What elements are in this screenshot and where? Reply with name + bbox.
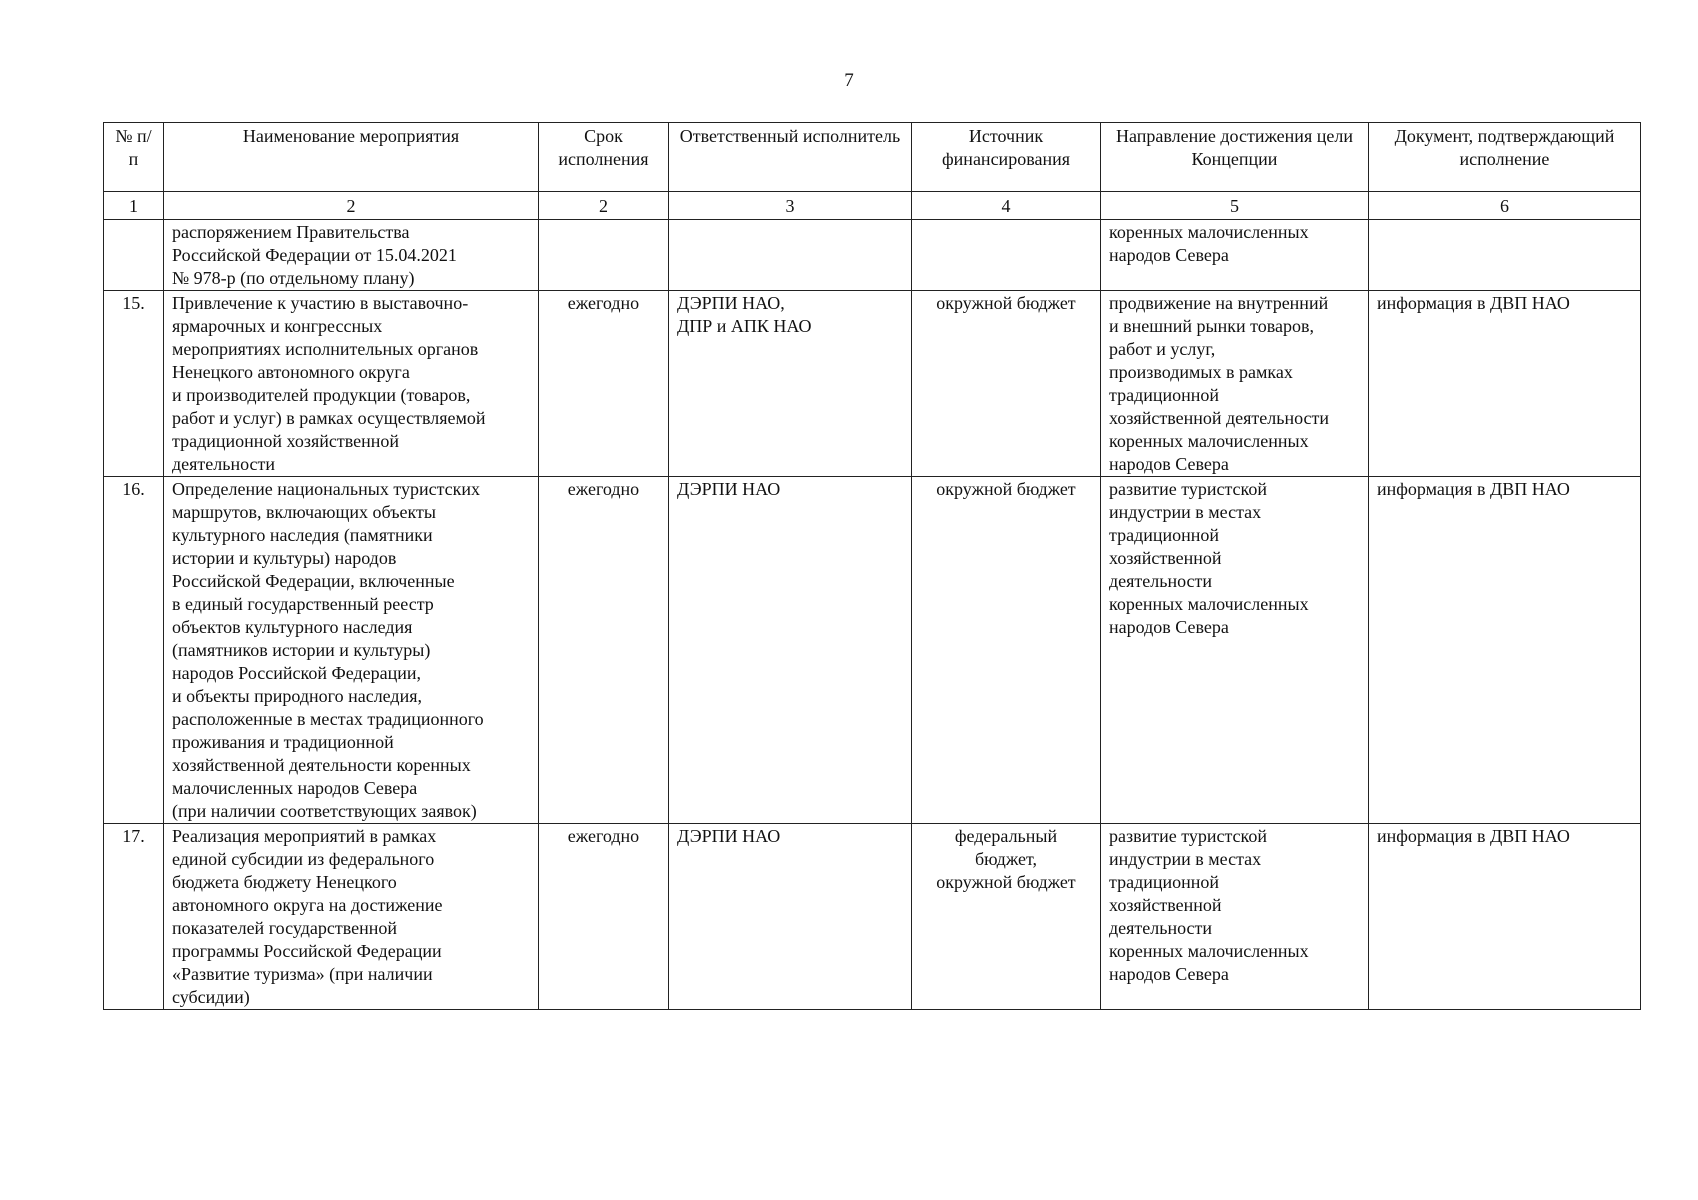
- funding-source-cell-line: федеральный: [954, 826, 1058, 846]
- header-cell-number: № п/п: [104, 123, 164, 192]
- goal-direction-cell-line: хозяйственной: [1109, 548, 1222, 568]
- funding-source-cell: [912, 291, 1101, 477]
- goal-direction-cell-line: хозяйственной: [1109, 895, 1222, 915]
- goal-direction-cell-line: деятельности: [1109, 918, 1213, 938]
- goal-direction-cell-line: традиционной: [1109, 525, 1220, 545]
- column-number-row: [104, 192, 1641, 220]
- funding-source-cell-line: бюджет,: [974, 849, 1038, 869]
- goal-direction-cell: [1101, 291, 1369, 477]
- funding-source-cell: [912, 477, 1101, 824]
- measure-name-cell-line: распоряжением Правительства: [172, 222, 410, 242]
- measure-name-cell-line: ярмарочных и конгрессных: [172, 316, 383, 336]
- funding-source-cell: [912, 824, 1101, 1010]
- measure-name-cell-line: малочисленных народов Севера: [172, 778, 418, 798]
- measure-name-cell-line: бюджета бюджету Ненецкого: [172, 872, 397, 892]
- measure-name-cell-line: маршрутов, включающих объекты: [172, 502, 436, 522]
- confirming-document-cell: информация в ДВП НАО: [1369, 291, 1641, 477]
- term-cell: ежегодно: [539, 824, 669, 1010]
- column-number-cell: 3: [669, 192, 912, 220]
- goal-direction-cell-line: коренных малочисленных: [1109, 222, 1309, 242]
- funding-source-cell-line: окружной бюджет: [936, 872, 1076, 892]
- funding-source-cell-line: окружной бюджет: [936, 293, 1076, 313]
- goal-direction-cell-line: продвижение на внутренний: [1109, 293, 1329, 313]
- goal-direction-cell-line: развитие туристской: [1109, 479, 1268, 499]
- header-cell-direction: Направление достижения цели Концепции: [1101, 123, 1369, 192]
- goal-direction-cell-line: народов Севера: [1109, 245, 1229, 265]
- measure-name-cell: [164, 824, 539, 1010]
- measure-name-cell: [164, 220, 539, 291]
- measure-name-cell-line: деятельности: [172, 454, 276, 474]
- responsible-cell: [669, 291, 912, 477]
- table-row: [104, 291, 1641, 477]
- measure-name-cell-line: показателей государственной: [172, 918, 397, 938]
- column-number-cell: 4: [912, 192, 1101, 220]
- row-number-cell: [104, 220, 164, 291]
- measure-name-cell-line: Привлечение к участию в выставочно-: [172, 293, 469, 313]
- measure-name-cell-line: Российской Федерации, включенные: [172, 571, 455, 591]
- header-cell-term: Срок исполнения: [539, 123, 669, 192]
- responsible-cell-line: ДЭРПИ НАО,: [677, 293, 785, 313]
- goal-direction-cell-line: деятельности: [1109, 571, 1213, 591]
- measure-name-cell: [164, 291, 539, 477]
- row-number-cell: 15.: [104, 291, 164, 477]
- measure-name-cell-line: мероприятиях исполнительных органов: [172, 339, 479, 359]
- term-cell: ежегодно: [539, 477, 669, 824]
- measure-name-cell-line: (памятников истории и культуры): [172, 640, 431, 660]
- goal-direction-cell-line: традиционной: [1109, 385, 1220, 405]
- measure-name-cell-line: традиционной хозяйственной: [172, 431, 400, 451]
- measure-name-cell-line: Ненецкого автономного округа: [172, 362, 410, 382]
- responsible-cell-line: ДПР и АПК НАО: [677, 316, 812, 336]
- responsible-cell-line: ДЭРПИ НАО: [677, 479, 781, 499]
- responsible-cell: [669, 824, 912, 1010]
- column-number-cell: 2: [164, 192, 539, 220]
- measure-name-cell-line: автономного округа на достижение: [172, 895, 443, 915]
- measure-name-cell-line: народов Российской Федерации,: [172, 663, 421, 683]
- measure-name-cell-line: культурного наследия (памятники: [172, 525, 433, 545]
- header-cell-name: Наименование мероприятия: [164, 123, 539, 192]
- goal-direction-cell-line: народов Севера: [1109, 964, 1229, 984]
- measure-name-cell-line: работ и услуг) в рамках осуществляемой: [172, 408, 486, 428]
- measure-name-cell-line: объектов культурного наследия: [172, 617, 413, 637]
- measure-name-cell-line: расположенные в местах традиционного: [172, 709, 484, 729]
- responsible-cell-line: ДЭРПИ НАО: [677, 826, 781, 846]
- confirming-document-cell: информация в ДВП НАО: [1369, 824, 1641, 1010]
- row-number-cell: 17.: [104, 824, 164, 1010]
- goal-direction-cell-line: работ и услуг,: [1109, 339, 1216, 359]
- header-cell-source: Источник финансирования: [912, 123, 1101, 192]
- measure-name-cell-line: № 978-р (по отдельному плану): [172, 268, 415, 288]
- funding-source-cell-line: окружной бюджет: [936, 479, 1076, 499]
- measure-name-cell-line: и производителей продукции (товаров,: [172, 385, 471, 405]
- term-cell: [539, 220, 669, 291]
- measure-name-cell-line: истории и культуры) народов: [172, 548, 397, 568]
- goal-direction-cell: [1101, 220, 1369, 291]
- header-cell-responsible: Ответственный исполнитель: [669, 123, 912, 192]
- table-row: [104, 220, 1641, 291]
- measure-name-cell-line: Российской Федерации от 15.04.2021: [172, 245, 457, 265]
- goal-direction-cell-line: индустрии в местах: [1109, 502, 1262, 522]
- measure-name-cell-line: (при наличии соответствующих заявок): [172, 801, 477, 821]
- responsible-cell: [669, 477, 912, 824]
- page-number: 7: [844, 70, 854, 91]
- goal-direction-cell-line: коренных малочисленных: [1109, 431, 1309, 451]
- goal-direction-cell-line: и внешний рынки товаров,: [1109, 316, 1314, 336]
- goal-direction-cell-line: хозяйственной деятельности: [1109, 408, 1330, 428]
- table-row: [104, 477, 1641, 824]
- action-plan-table: [103, 122, 1641, 1010]
- confirming-document-cell: [1369, 220, 1641, 291]
- measure-name-cell-line: субсидии): [172, 987, 250, 1007]
- goal-direction-cell-line: народов Севера: [1109, 617, 1229, 637]
- measure-name-cell-line: Реализация мероприятий в рамках: [172, 826, 437, 846]
- table-header-row: [104, 123, 1641, 192]
- measure-name-cell-line: Определение национальных туристских: [172, 479, 481, 499]
- goal-direction-cell-line: традиционной: [1109, 872, 1220, 892]
- measure-name-cell-line: хозяйственной деятельности коренных: [172, 755, 471, 775]
- measure-name-cell-line: проживания и традиционной: [172, 732, 394, 752]
- measure-name-cell-line: в единый государственный реестр: [172, 594, 434, 614]
- measure-name-cell: [164, 477, 539, 824]
- term-cell: ежегодно: [539, 291, 669, 477]
- table-body: [104, 220, 1641, 1010]
- column-number-cell: 6: [1369, 192, 1641, 220]
- goal-direction-cell-line: индустрии в местах: [1109, 849, 1262, 869]
- header-cell-document: Документ, подтверждающий исполнение: [1369, 123, 1641, 192]
- column-number-cell: 5: [1101, 192, 1369, 220]
- row-number-cell: 16.: [104, 477, 164, 824]
- goal-direction-cell: [1101, 477, 1369, 824]
- column-number-cell: 1: [104, 192, 164, 220]
- responsible-cell: [669, 220, 912, 291]
- measure-name-cell-line: единой субсидии из федерального: [172, 849, 435, 869]
- goal-direction-cell-line: коренных малочисленных: [1109, 941, 1309, 961]
- funding-source-cell: [912, 220, 1101, 291]
- goal-direction-cell-line: развитие туристской: [1109, 826, 1268, 846]
- goal-direction-cell: [1101, 824, 1369, 1010]
- goal-direction-cell-line: коренных малочисленных: [1109, 594, 1309, 614]
- column-number-cell: 2: [539, 192, 669, 220]
- confirming-document-cell: информация в ДВП НАО: [1369, 477, 1641, 824]
- measure-name-cell-line: программы Российской Федерации: [172, 941, 442, 961]
- goal-direction-cell-line: производимых в рамках: [1109, 362, 1293, 382]
- measure-name-cell-line: и объекты природного наследия,: [172, 686, 422, 706]
- table-row: [104, 824, 1641, 1010]
- goal-direction-cell-line: народов Севера: [1109, 454, 1229, 474]
- measure-name-cell-line: «Развитие туризма» (при наличии: [172, 964, 433, 984]
